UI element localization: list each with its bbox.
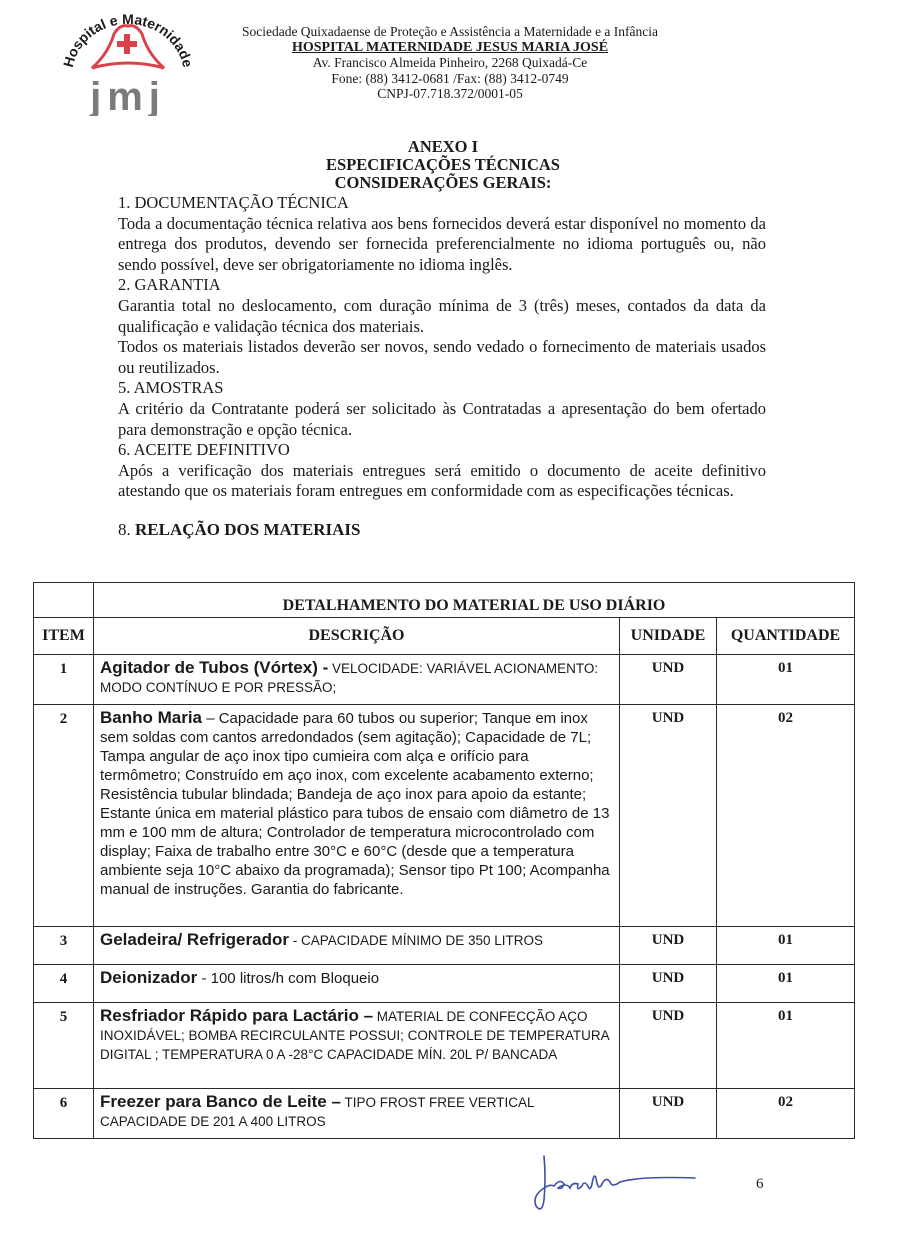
handwritten-signature-icon [530,1148,700,1223]
item-quantity: 02 [717,1089,855,1139]
item-description [94,927,620,965]
section-documentation [118,193,766,275]
hospital-logo [58,4,198,116]
item-detail: TIPO FROST FREE VERTICAL CAPACIDADE DE 201 A 400 LITROS [100,1095,534,1129]
item-name: Geladeira/ Refrigerador [100,930,289,949]
section-paragraph: A critério da Contratante poderá ser solicitado às Contratadas a apresentação do bem ofertado para demonstração e opção técnica. [118,398,766,439]
item-description [94,1089,620,1139]
item-quantity: 02 [717,705,855,927]
column-header-item: ITEM [34,618,94,655]
materials-section-title [118,520,766,541]
item-detail: - 100 litros/h com Bloqueio [197,970,380,987]
item-number: 3 [34,927,94,965]
item-unit: UND [620,1089,717,1139]
item-unit: UND [620,1003,717,1089]
materials-table [33,582,855,1139]
item-detail: MATERIAL DE CONFECÇÃO AÇO INOXIDÁVEL; BOMBA RECIRCULANTE POSSUI; CONTROLE DE TEMPERATURA DIGITAL ; TEMPERATURA 0 A -28°C CAPACIDADE MÍN. 20L P/ BANCADA [100,1009,609,1062]
letterhead [200,24,700,102]
signature [530,1148,700,1223]
logo-initials: jmj [90,75,166,116]
item-quantity: 01 [717,927,855,965]
item-detail: - CAPACIDADE MÍNIMO DE 350 LITROS [288,933,544,948]
item-description [94,1003,620,1089]
table-group-header-row [34,583,855,618]
item-unit: UND [620,655,717,705]
section-samples [118,378,766,440]
column-header-quantity: QUANTIDADE [717,618,855,655]
hospital-cnpj: CNPJ-07.718.372/0001-05 [377,86,523,101]
page-number: 6 [756,1176,764,1192]
document-titles [118,138,768,192]
section-title: 6. ACEITE DEFINITIVO [118,440,290,460]
table-row [34,655,855,705]
section-title: 5. AMOSTRAS [118,378,224,398]
item-name: Banho Maria [100,708,203,727]
section-paragraph: Garantia total no deslocamento, com duração mínima de 3 (três) meses, contados da data da qualificação e validação técnica dos materiais. [118,295,766,336]
item-description [94,965,620,1003]
table-row [34,705,855,927]
item-number: 2 [34,705,94,927]
item-name: Resfriador Rápido para Lactário – [100,1006,374,1025]
annex-title: ANEXO I [407,137,479,156]
table-group-header: DETALHAMENTO DO MATERIAL DE USO DIÁRIO [94,583,855,618]
materials-section-label: RELAÇÃO DOS MATERIAIS [135,519,361,539]
item-unit: UND [620,965,717,1003]
item-unit: UND [620,705,717,927]
logo-arc-text: Hospital e Maternidade [59,10,197,69]
table-row [34,1089,855,1139]
item-unit: UND [620,927,717,965]
hospital-address: Av. Francisco Almeida Pinheiro, 2268 Quixadá-Ce [312,55,588,70]
section-paragraph: Após a verificação dos materiais entregues será emitido o documento de aceite definitivo atestando que os materiais foram entregues em conformidade com as especificações técnicas. [118,460,766,501]
specs-title: ESPECIFICAÇÕES TÉCNICAS [326,155,560,174]
column-header-description: DESCRIÇÃO [94,618,620,655]
section-paragraph: Toda a documentação técnica relativa aos bens fornecidos deverá estar disponível no momento da entrega dos produtos, devendo ser fornecida preferencialmente no idioma português ou, não sendo possível, deve ser obrigatoriamente no idioma inglês. [118,213,766,274]
item-name: Freezer para Banco de Leite – [100,1092,341,1111]
hospital-phone: Fone: (88) 3412-0681 /Fax: (88) 3412-0749 [331,70,569,86]
table-row [34,965,855,1003]
item-number: 6 [34,1089,94,1139]
table-row [34,927,855,965]
item-number: 5 [34,1003,94,1089]
society-name: Sociedade Quixadaense de Proteção e Assistência a Maternidade e a Infância [241,24,659,39]
empty-corner-cell [34,583,94,618]
item-description [94,705,620,927]
item-name: Deionizador [100,968,198,987]
table-header-row [34,618,855,655]
item-number: 4 [34,965,94,1003]
item-detail: VELOCIDADE: VARIÁVEL ACIONAMENTO: MODO CONTÍNUO E POR PRESSÃO; [100,661,599,695]
section-paragraph: Todos os materiais listados deverão ser novos, sendo vedado o fornecimento de materiais usados ou reutilizados. [118,337,766,377]
item-name: Agitador de Tubos (Vórtex) - [100,658,329,677]
logo-emblem-icon [58,4,198,116]
item-quantity: 01 [717,1003,855,1089]
column-header-unit: UNIDADE [620,618,717,655]
general-title: CONSIDERAÇÕES GERAIS: [334,173,552,192]
section-final-acceptance [118,440,766,502]
hospital-name: HOSPITAL MATERNIDADE JESUS MARIA JOSÉ [291,39,609,55]
item-number: 1 [34,655,94,705]
materials-section-number: 8. [118,519,131,539]
table-row [34,1003,855,1089]
section-title: 2. GARANTIA [118,275,221,295]
item-description [94,655,620,705]
item-quantity: 01 [717,965,855,1003]
section-warranty [118,275,766,378]
item-detail: – Capacidade para 60 tubos ou superior; Tanque em inox sem soldas com cantos arredondados (sem agitação); Capacidade de 7L; Tampa angular de aço inox tipo cumieira com alça e orifício para termômetro; Construído em aço inox, com excelente acabamento externo; Resistência tubular blindada; Bandeja de aço inox para apoio da estante; Estante única em material plástico para tubos de ensaio com diâmetro de 13 mm e 100 mm de altura; Controlador de temperatura microcontrolado com display; Faixa de trabalho entre 30°C e 60°C (desde que a temperatura ambiente seja 10°C abaixo da programada); Sensor tipo Pt 100; Acompanha manual de instruções. Garantia do fabricante. [100,710,610,898]
general-considerations [118,193,766,541]
item-quantity: 01 [717,655,855,705]
section-title: 1. DOCUMENTAÇÃO TÉCNICA [118,193,349,212]
